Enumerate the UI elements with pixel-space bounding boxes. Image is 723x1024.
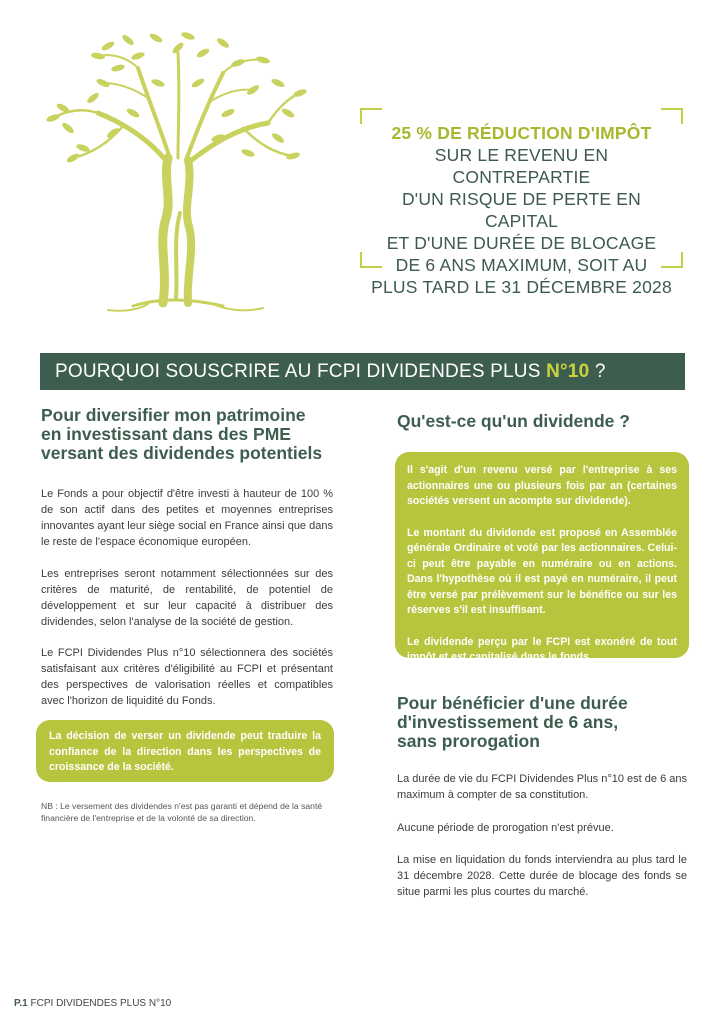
olive-tree-illustration bbox=[38, 28, 308, 318]
callout-line-4: ET D'UNE DURÉE DE BLOCAGE bbox=[386, 233, 657, 253]
banner-text: POURQUOI SOUSCRIRE AU FCPI DIVIDENDES PLUS bbox=[55, 361, 547, 382]
right-paragraph-3: La mise en liquidation du fonds interviendra au plus tard le 31 décembre 2028. Cette durée de blocage des fonds se situe parmi les plus courtes du marché. bbox=[397, 854, 687, 898]
nb-footnote: NB : Le versement des dividendes n'est pas garanti et dépend de la santé financière de l'entreprise et de la volonté de sa direction. bbox=[41, 801, 323, 823]
page-number: P.1 bbox=[14, 998, 28, 1009]
right-heading-2 bbox=[397, 694, 687, 751]
left-heading-line-2: en investissant dans des PME bbox=[41, 424, 291, 444]
callout-line-3: D'UN RISQUE DE PERTE EN CAPITAL bbox=[401, 189, 642, 231]
dividend-definition-p3: Le dividende perçu par le FCPI est exonéré de tout impôt et est capitalisé dans le fonds. bbox=[407, 635, 677, 663]
callout-line-5: DE 6 ANS MAXIMUM, SOIT AU bbox=[395, 255, 648, 275]
tax-reduction-callout bbox=[360, 108, 683, 297]
left-paragraph-3: Le FCPI Dividendes Plus n°10 sélectionnera des sociétés satisfaisant aux critères d'éligibilité au FCPI et présentant des perspectives de valorisation réelles et compatibles avec l'horizon de liquidité du Fonds. bbox=[41, 647, 333, 707]
right-heading-2-line-2: d'investissement de 6 ans, bbox=[397, 712, 619, 732]
callout-line-6: PLUS TARD LE 31 DÉCEMBRE 2028 bbox=[371, 277, 672, 297]
left-paragraph-2: Les entreprises seront notamment sélectionnées sur des critères de maturité, de rentabilité, de potentiel de développement et sur leur capacité à distribuer des dividendes, selon l'analyse de la société de gestion. bbox=[41, 568, 333, 628]
right-heading-2-line-1: Pour bénéficier d'une durée bbox=[397, 693, 628, 713]
footer-title: FCPI DIVIDENDES PLUS N°10 bbox=[30, 998, 172, 1009]
right-paragraph-1: La durée de vie du FCPI Dividendes Plus n°10 est de 6 ans maximum à compter de sa constitution. bbox=[397, 773, 687, 801]
dividend-definition-p1: Il s'agit d'un revenu versé par l'entreprise à ses actionnaires une ou plusieurs fois par an (certaines sociétés versent un acompte sur dividende). bbox=[407, 464, 677, 507]
callout-line-2: SUR LE REVENU EN CONTREPARTIE bbox=[434, 145, 609, 187]
callout-text bbox=[370, 122, 673, 298]
section-banner bbox=[40, 353, 685, 390]
left-heading-line-3: versant des dividendes potentiels bbox=[41, 443, 323, 463]
right-paragraph-2: Aucune période de prorogation n'est prévue. bbox=[397, 822, 614, 834]
dividend-confidence-text: La décision de verser un dividende peut traduire la confiance de la direction dans les perspectives de croissance de la société. bbox=[49, 730, 321, 773]
dividend-definition-p2: Le montant du dividende est proposé en Assemblée générale Ordinaire et voté par les actionnaires. Celui-ci peut être payable en numéraire ou en actions. Dans l'hypothèse où il est payé en numéraire, il peut être versé par prélèvement sur le bénéfice ou sur les réserves s'il est insuffisant. bbox=[407, 526, 677, 616]
right-heading-1: Qu'est-ce qu'un dividende ? bbox=[397, 411, 630, 431]
right-heading-2-line-3: sans prorogation bbox=[397, 731, 540, 751]
page-footer bbox=[14, 998, 171, 1009]
banner-suffix: ? bbox=[589, 361, 606, 382]
left-paragraph-1: Le Fonds a pour objectif d'être investi à hauteur de 100 % de son actif dans des petites et moyennes entreprises innovantes ayant leur siège social en France ainsi que dans le reste de l'espace économique européen. bbox=[41, 488, 333, 548]
left-heading bbox=[41, 406, 341, 463]
dividend-definition-box bbox=[395, 452, 689, 663]
dividend-confidence-box bbox=[36, 720, 334, 782]
callout-line-1: 25 % DE RÉDUCTION D'IMPÔT bbox=[391, 123, 652, 143]
banner-highlight: N°10 bbox=[546, 361, 590, 382]
left-heading-line-1: Pour diversifier mon patrimoine bbox=[41, 405, 306, 425]
